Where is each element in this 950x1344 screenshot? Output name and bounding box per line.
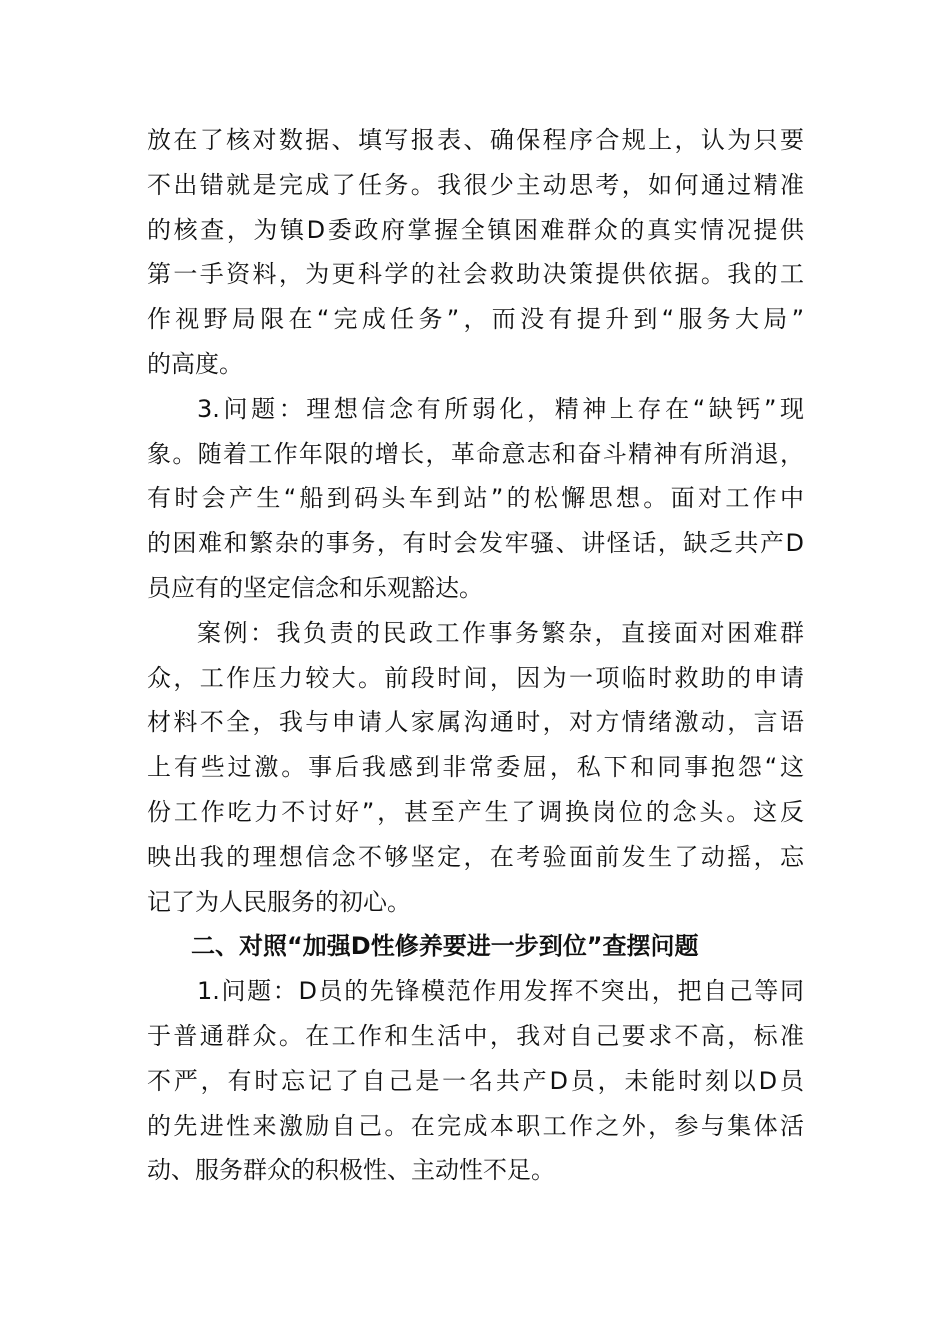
text-line: 的核查，为镇D委政府掌握全镇困难群众的真实情况提供 bbox=[147, 215, 804, 244]
text-line: 众，工作压力较大。前段时间，因为一项临时救助的申请 bbox=[147, 663, 804, 692]
text-line: 1.问题：D员的先锋模范作用发挥不突出，把自己等同 bbox=[197, 977, 804, 1006]
text-line: 动、服务群众的积极性、主动性不足。 bbox=[147, 1156, 555, 1185]
paragraph-problem-1 bbox=[147, 969, 804, 1193]
text-line: 第一手资料，为更科学的社会救助决策提供依据。我的工 bbox=[147, 260, 804, 289]
text-line: 份工作吃力不讨好”，甚至产生了调换岗位的念头。这反 bbox=[147, 797, 804, 826]
paragraph-problem-3 bbox=[147, 387, 804, 611]
document-page bbox=[147, 118, 804, 1193]
paragraph-case bbox=[147, 611, 804, 925]
text-line: 不严，有时忘记了自己是一名共产D员，未能时刻以D员 bbox=[147, 1066, 804, 1095]
text-line: 的困难和繁杂的事务，有时会发牢骚、讲怪话，缺乏共产D bbox=[147, 529, 804, 558]
text-line: 于普通群众。在工作和生活中，我对自己要求不高，标准 bbox=[147, 1021, 804, 1050]
section-heading: 二、对照“加强D性修养要进一步到位”查摆问题 bbox=[191, 932, 699, 961]
text-line: 象。随着工作年限的增长，革命意志和奋斗精神有所消退， bbox=[147, 439, 804, 468]
text-line: 上有些过激。事后我感到非常委屈，私下和同事抱怨“这 bbox=[147, 753, 804, 782]
text-line: 的先进性来激励自己。在完成本职工作之外，参与集体活 bbox=[147, 1111, 804, 1140]
text-line: 的高度。 bbox=[147, 349, 243, 378]
text-line: 员应有的坚定信念和乐观豁达。 bbox=[147, 573, 483, 602]
text-line: 记了为人民服务的初心。 bbox=[147, 887, 411, 916]
text-line: 不出错就是完成了任务。我很少主动思考，如何通过精准 bbox=[147, 170, 804, 199]
text-line: 放在了核对数据、填写报表、确保程序合规上，认为只要 bbox=[147, 126, 804, 154]
text-line: 材料不全，我与申请人家属沟通时，对方情绪激动，言语 bbox=[147, 708, 804, 737]
paragraph-continuation bbox=[147, 118, 804, 387]
text-line: 作视野局限在“完成任务”，而没有提升到“服务大局” bbox=[147, 305, 804, 334]
text-line: 3.问题：理想信念有所弱化，精神上存在“缺钙”现 bbox=[197, 394, 804, 423]
text-line: 映出我的理想信念不够坚定，在考验面前发生了动摇，忘 bbox=[147, 842, 804, 871]
text-line: 有时会产生“船到码头车到站”的松懈思想。面对工作中 bbox=[147, 484, 804, 513]
text-line: 案例：我负责的民政工作事务繁杂，直接面对困难群 bbox=[197, 618, 804, 647]
